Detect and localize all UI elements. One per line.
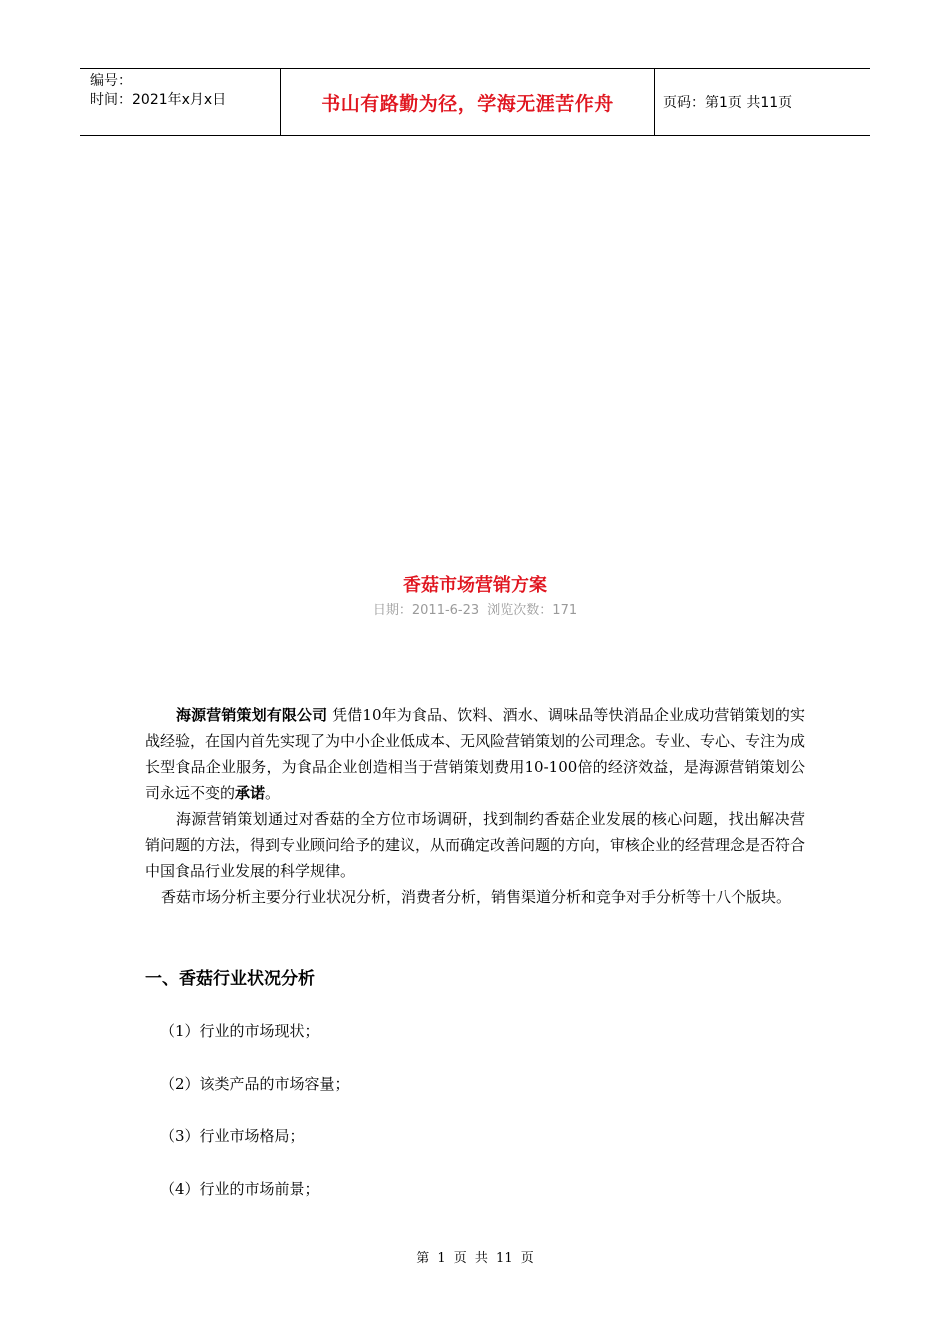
article-views: 浏览次数：171: [487, 603, 578, 618]
article-body: [145, 702, 805, 910]
header-page-info: 页码：第1页 共11页: [663, 95, 793, 111]
article-date: 日期：2011-6-23: [372, 603, 480, 618]
list-item: （2）该类产品的市场容量；: [160, 1075, 350, 1093]
list-item: （3）行业市场格局；: [160, 1127, 305, 1145]
article-title: 香菇市场营销方案: [403, 575, 547, 596]
paragraph-analysis: 香菇市场分析主要分行业状况分析，消费者分析，销售渠道分析和竞争对手分析等十八个版块。: [161, 888, 792, 906]
article-meta: [0, 599, 950, 618]
paragraph-research: 海源营销策划通过对香菇的全方位市场调研，找到制约香菇企业发展的核心问题，找出解决营销问题的方法，得到专业顾问给予的建议，从而确定改善问题的方向，审核企业的经营理念是否符合中国食品行业发展的科学规律。: [145, 810, 806, 880]
number-label: 编号：: [90, 73, 132, 89]
header-motto: 书山有路勤为径，学海无涯苦作舟: [281, 69, 655, 135]
promise-word: 承诺: [235, 784, 266, 802]
page-footer: 第 1 页 共 11 页: [416, 1251, 534, 1266]
paragraph-intro: [145, 702, 805, 806]
time-label: 时间：2021年x月x日: [90, 92, 227, 108]
section-heading: 一、香菇行业状况分析: [145, 969, 315, 989]
header-info-cell: [80, 69, 281, 135]
intro-text: 凭借10年为食品、饮料、酒水、调味品等快消品企业成功营销策划的实战经验，在国内首先实现了为中小企业低成本、无风险营销策划的公司理念。专业、专心、专注为成长型食品企业服务，为食品企业创造相当于营销策划费用10-100倍的经济效益，是海源营销策划公司永远不变的: [145, 706, 806, 802]
document-header: [80, 68, 870, 136]
list-item: （4）行业的市场前景；: [160, 1180, 320, 1198]
intro-end: 。: [265, 784, 281, 802]
list-item: （1）行业的市场现状；: [160, 1022, 320, 1040]
company-name: 海源营销策划有限公司: [176, 706, 328, 724]
